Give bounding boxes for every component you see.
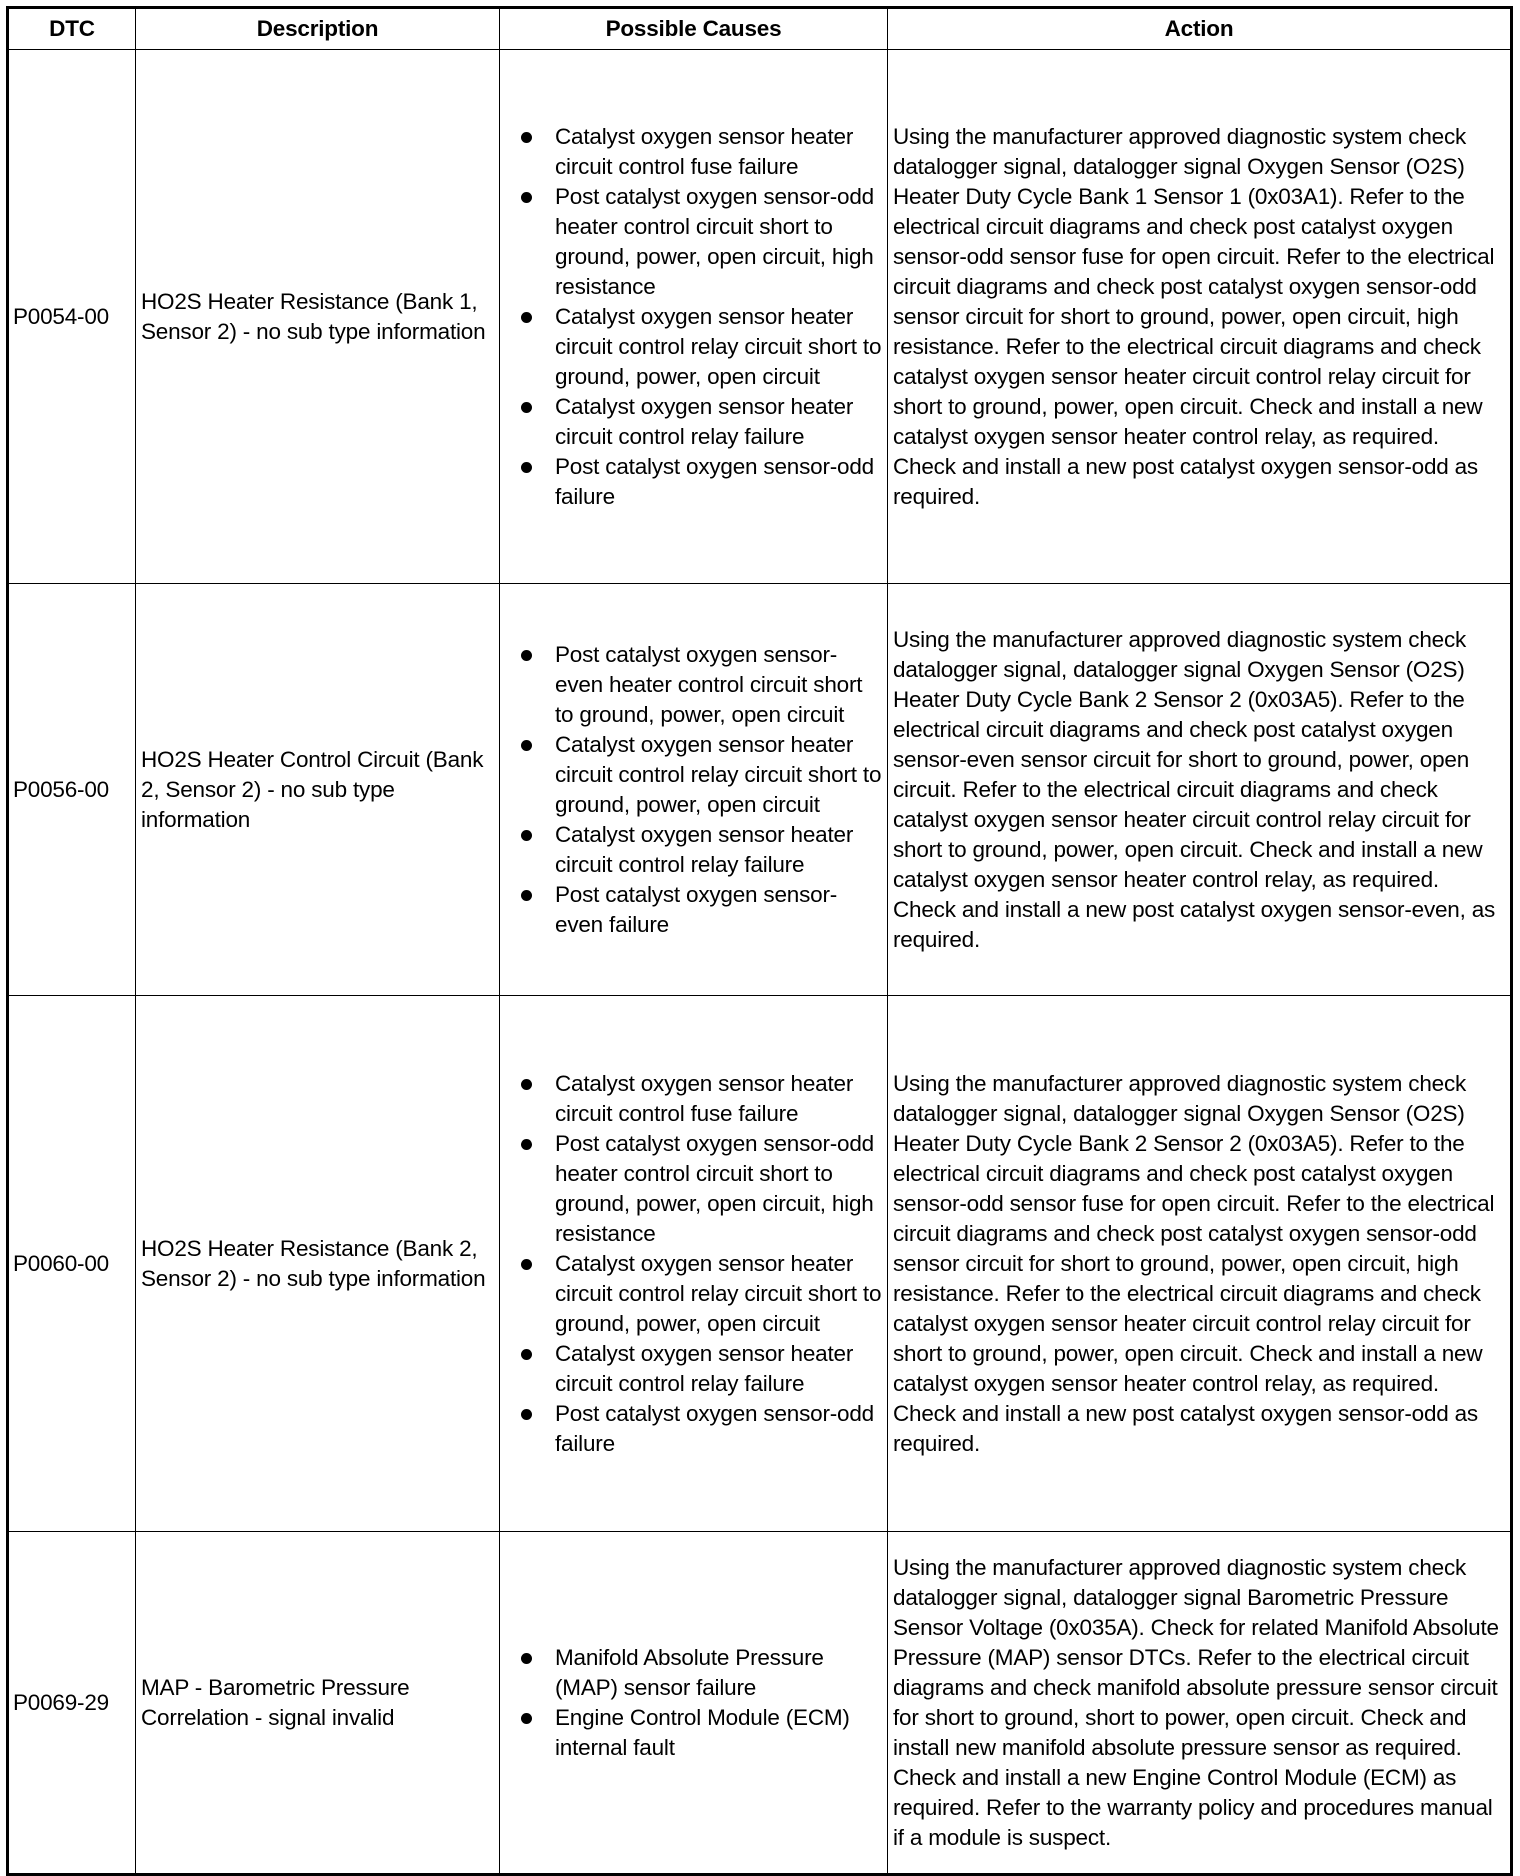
cause-item	[555, 730, 882, 820]
table-row	[8, 584, 1512, 996]
bullet-icon	[521, 650, 532, 661]
header-dtc: DTC	[8, 8, 136, 50]
cause-text: Catalyst oxygen sensor heater circuit control relay circuit short to ground, power, open circuit	[555, 1250, 882, 1336]
dtc-code: P0054-00	[8, 50, 136, 584]
bullet-icon	[521, 312, 532, 323]
dtc-code: P0056-00	[8, 584, 136, 996]
causes-list	[505, 1643, 882, 1763]
cause-text: Catalyst oxygen sensor heater circuit control relay circuit short to ground, power, open circuit	[555, 303, 882, 389]
bullet-icon	[521, 1713, 532, 1724]
bullet-icon	[521, 1409, 532, 1420]
table-row	[8, 1532, 1512, 1875]
bullet-icon	[521, 740, 532, 751]
possible-causes	[500, 996, 888, 1532]
dtc-description: HO2S Heater Control Circuit (Bank 2, Sensor 2) - no sub type information	[136, 584, 500, 996]
possible-causes	[500, 50, 888, 584]
table-row	[8, 996, 1512, 1532]
action-text: Using the manufacturer approved diagnostic system check datalogger signal, datalogger signal Oxygen Sensor (O2S) Heater Duty Cycle Bank 2 Sensor 2 (0x03A5). Refer to the electrical circuit diagrams and check post catalyst oxygen sensor-odd sensor fuse for open circuit. Refer to the electrical circuit diagrams and check post catalyst oxygen sensor-odd sensor circuit for short to ground, power, open circuit, high resistance. Refer to the electrical circuit diagrams and check catalyst oxygen sensor heater circuit control relay circuit for short to ground, power, open circuit. Check and install a new catalyst oxygen sensor heater control relay, as required. Check and install a new post catalyst oxygen sensor-odd as required.	[888, 996, 1512, 1532]
cause-item	[555, 452, 882, 512]
cause-item	[555, 1703, 882, 1763]
cause-text: Catalyst oxygen sensor heater circuit control relay failure	[555, 821, 854, 877]
cause-item	[555, 122, 882, 182]
cause-text: Post catalyst oxygen sensor-even failure	[555, 881, 838, 937]
header-description: Description	[136, 8, 500, 50]
table-row	[8, 50, 1512, 584]
cause-text: Manifold Absolute Pressure (MAP) sensor failure	[555, 1644, 824, 1700]
bullet-icon	[521, 830, 532, 841]
bullet-icon	[521, 462, 532, 473]
cause-item	[555, 392, 882, 452]
cause-text: Post catalyst oxygen sensor-odd heater control circuit short to ground, power, open circuit, high resistance	[555, 183, 874, 299]
header-possible-causes: Possible Causes	[500, 8, 888, 50]
cause-item	[555, 1069, 882, 1129]
dtc-description: HO2S Heater Resistance (Bank 1, Sensor 2) - no sub type information	[136, 50, 500, 584]
action-text: Using the manufacturer approved diagnostic system check datalogger signal, datalogger signal Barometric Pressure Sensor Voltage (0x035A). Check for related Manifold Absolute Pressure (MAP) sensor DTCs. Refer to the electrical circuit diagrams and check manifold absolute pressure sensor circuit for short to ground, short to power, open circuit. Check and install new manifold absolute pressure sensor as required. Check and install a new Engine Control Module (ECM) as required. Refer to the warranty policy and procedures manual if a module is suspect.	[888, 1532, 1512, 1875]
dtc-code: P0060-00	[8, 996, 136, 1532]
causes-list	[505, 640, 882, 940]
possible-causes	[500, 1532, 888, 1875]
cause-item	[555, 1249, 882, 1339]
cause-text: Catalyst oxygen sensor heater circuit control relay failure	[555, 393, 854, 449]
cause-item	[555, 1339, 882, 1399]
bullet-icon	[521, 1139, 532, 1150]
bullet-icon	[521, 1079, 532, 1090]
bullet-icon	[521, 1653, 532, 1664]
header-action: Action	[888, 8, 1512, 50]
cause-item	[555, 1129, 882, 1249]
header-row	[8, 8, 1512, 50]
cause-text: Post catalyst oxygen sensor-even heater control circuit short to ground, power, open circuit	[555, 641, 863, 727]
cause-item	[555, 640, 882, 730]
bullet-icon	[521, 1259, 532, 1270]
cause-text: Catalyst oxygen sensor heater circuit control fuse failure	[555, 1070, 854, 1126]
dtc-table	[6, 6, 1513, 1876]
cause-item	[555, 1399, 882, 1459]
cause-item	[555, 182, 882, 302]
cause-text: Post catalyst oxygen sensor-odd heater control circuit short to ground, power, open circuit, high resistance	[555, 1130, 874, 1246]
possible-causes	[500, 584, 888, 996]
cause-item	[555, 820, 882, 880]
cause-item	[555, 302, 882, 392]
causes-list	[505, 122, 882, 512]
cause-text: Engine Control Module (ECM) internal fault	[555, 1704, 850, 1760]
causes-list	[505, 1069, 882, 1459]
cause-text: Catalyst oxygen sensor heater circuit control fuse failure	[555, 123, 854, 179]
cause-item	[555, 880, 882, 940]
bullet-icon	[521, 890, 532, 901]
action-text: Using the manufacturer approved diagnostic system check datalogger signal, datalogger signal Oxygen Sensor (O2S) Heater Duty Cycle Bank 1 Sensor 1 (0x03A1). Refer to the electrical circuit diagrams and check post catalyst oxygen sensor-odd sensor fuse for open circuit. Refer to the electrical circuit diagrams and check post catalyst oxygen sensor-odd sensor circuit for short to ground, power, open circuit, high resistance. Refer to the electrical circuit diagrams and check catalyst oxygen sensor heater circuit control relay circuit for short to ground, power, open circuit. Check and install a new catalyst oxygen sensor heater control relay, as required. Check and install a new post catalyst oxygen sensor-odd as required.	[888, 50, 1512, 584]
dtc-description: HO2S Heater Resistance (Bank 2, Sensor 2) - no sub type information	[136, 996, 500, 1532]
cause-text: Post catalyst oxygen sensor-odd failure	[555, 453, 874, 509]
cause-text: Post catalyst oxygen sensor-odd failure	[555, 1400, 874, 1456]
bullet-icon	[521, 132, 532, 143]
bullet-icon	[521, 402, 532, 413]
bullet-icon	[521, 1349, 532, 1360]
cause-item	[555, 1643, 882, 1703]
cause-text: Catalyst oxygen sensor heater circuit control relay circuit short to ground, power, open circuit	[555, 731, 882, 817]
dtc-code: P0069-29	[8, 1532, 136, 1875]
cause-text: Catalyst oxygen sensor heater circuit control relay failure	[555, 1340, 854, 1396]
bullet-icon	[521, 192, 532, 203]
dtc-description: MAP - Barometric Pressure Correlation - signal invalid	[136, 1532, 500, 1875]
action-text: Using the manufacturer approved diagnostic system check datalogger signal, datalogger signal Oxygen Sensor (O2S) Heater Duty Cycle Bank 2 Sensor 2 (0x03A5). Refer to the electrical circuit diagrams and check post catalyst oxygen sensor-even sensor circuit for short to ground, power, open circuit. Refer to the electrical circuit diagrams and check catalyst oxygen sensor heater circuit control relay circuit for short to ground, power, open circuit. Check and install a new catalyst oxygen sensor heater control relay, as required. Check and install a new post catalyst oxygen sensor-even, as required.	[888, 584, 1512, 996]
